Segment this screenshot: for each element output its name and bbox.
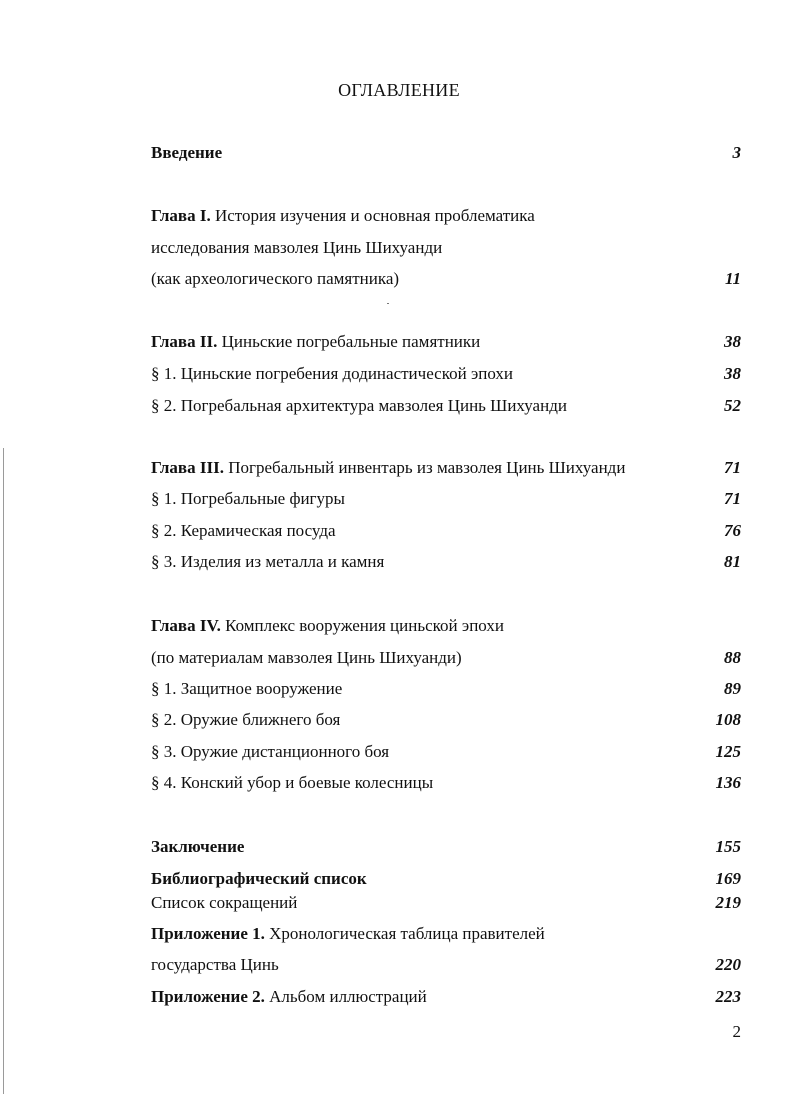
toc-entry-bold: Глава I. [151,206,211,225]
toc-entry-page: 38 [724,332,741,351]
toc-entry-section [151,708,741,732]
toc-entry-chapter-4-end [151,646,741,670]
toc-entry-section [151,740,741,764]
toc-entry-label [151,550,384,574]
toc-entry-text: Погребальный инвентарь из мавзолея Цинь Шихуанди [223,458,626,477]
toc-entry-text: § 2. Керамическая посуда [151,521,336,540]
toc-entry-text: § 2. Погребальная архитектура мавзолея Цинь Шихуанди [151,396,567,415]
toc-entry-appendix-1 [151,922,741,946]
toc-entry-chapter-1-cont [151,236,741,260]
toc-entry-label [151,267,399,291]
toc-entry-label [151,677,342,701]
toc-entry-label [151,487,345,511]
toc-entry-page: 76 [724,521,741,540]
toc-entry-text: государства Цинь [151,955,279,974]
toc-entry-label [151,985,427,1009]
toc-entry-text: § 1. Защитное вооружение [151,679,343,698]
toc-entry-chapter-1 [151,204,741,228]
toc-entry-appendix-2 [151,985,741,1009]
toc-entry-page: 220 [715,955,741,974]
page-title: ОГЛАВЛЕНИЕ [338,80,460,100]
toc-entry-bold: Приложение 2. [151,987,265,1006]
toc-entry-chapter-3 [151,456,741,480]
toc-entry-section [151,550,741,574]
toc-entry-label [151,236,442,260]
toc-entry-section [151,677,741,701]
toc-entry-text: исследования мавзолея Цинь Шихуанди [151,238,443,257]
toc-entry-chapter-1-end [151,267,741,291]
toc-entry-text: § 3. Оружие дистанционного боя [151,742,390,761]
toc-entry-label [151,953,279,977]
toc-entry-section [151,394,741,418]
toc-entry-label [151,891,297,915]
toc-entry-label [151,771,433,795]
toc-entry-label [151,740,389,764]
toc-entry-label [151,141,222,165]
toc-entry-text: История изучения и основная проблематика [210,206,535,225]
toc-entry-bold: Приложение 1. [151,924,265,943]
toc-entry-text: § 3. Изделия из металла и камня [151,552,385,571]
toc-entry-label [151,456,625,480]
toc-entry-page: 169 [715,869,741,888]
toc-entry-text: Альбом иллюстраций [264,987,427,1006]
toc-entry-page: 155 [715,837,741,856]
toc-entry-label [151,708,340,732]
toc-entry-text: (по материалам мавзолея Цинь Шихуанди) [151,648,462,667]
toc-entry-text: § 1. Погребальные фигуры [151,489,345,508]
toc-entry-text: (как археологического памятника) [151,269,400,288]
toc-entry-page: 136 [715,773,741,792]
page-number: 2 [732,1022,741,1041]
toc-entry-bibliography [151,867,741,891]
scan-margin-line [3,448,4,1094]
toc-entry-bold: Введение [151,143,223,162]
toc-entry-page: 81 [724,552,741,571]
toc-entry-page: 71 [724,489,741,508]
toc-entry-text: Список сокращений [151,893,298,912]
toc-entry-page: 38 [724,364,741,383]
toc-entry-section [151,362,741,386]
toc-entry-text: § 4. Конский убор и боевые колесницы [151,773,434,792]
toc-entry-text: Хронологическая таблица правителей [264,924,545,943]
toc-entry-bold: Глава II. [151,332,218,351]
toc-entry-label [151,519,336,543]
scan-speck [387,303,389,304]
toc-entry-label [151,614,504,638]
toc-entry-label [151,646,462,670]
toc-entry-text: § 2. Оружие ближнего боя [151,710,341,729]
toc-entry-section [151,487,741,511]
toc-entry-section [151,519,741,543]
toc-entry-page: 88 [724,648,741,667]
toc-entry-label [151,922,545,946]
toc-entry-page: 219 [715,893,741,912]
toc-entry-conclusion [151,835,741,859]
toc-entry-chapter-4 [151,614,741,638]
toc-entry-page: 89 [724,679,741,698]
toc-entry-label [151,394,567,418]
toc-entry-bold: Глава IV. [151,616,221,635]
toc-entry-introduction [151,141,741,165]
toc-entry-appendix-1-end [151,953,741,977]
toc-entry-bold: Библиографический список [151,869,367,888]
toc-entry-text: Циньские погребальные памятники [217,332,481,351]
toc-entry-page: 223 [715,987,741,1006]
toc-entry-chapter-2 [151,330,741,354]
toc-entry-text: § 1. Циньские погребения додинастической эпохи [151,364,514,383]
toc-entry-label [151,867,367,891]
toc-entry-bold: Заключение [151,837,245,856]
toc-entry-section [151,771,741,795]
toc-entry-page: 11 [724,269,741,288]
toc-entry-page: 108 [715,710,741,729]
toc-entry-bold: Глава III. [151,458,224,477]
toc-entry-label [151,362,513,386]
toc-entry-page: 52 [724,396,741,415]
toc-entry-text: Комплекс вооружения циньской эпохи [220,616,504,635]
toc-entry-label [151,330,480,354]
toc-entry-page: 125 [715,742,741,761]
toc-entry-label [151,204,535,228]
toc-entry-page: 71 [724,458,741,477]
toc-entry-page: 3 [732,143,741,162]
toc-entry-abbreviations [151,891,741,915]
toc-entry-label [151,835,244,859]
